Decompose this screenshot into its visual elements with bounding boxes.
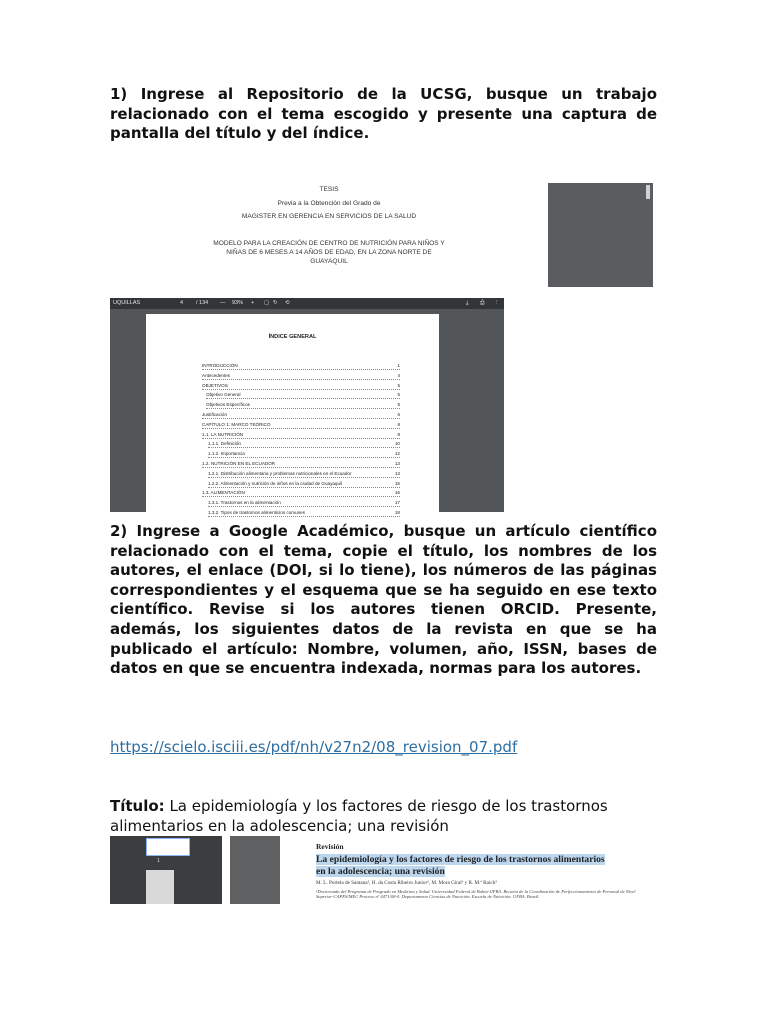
thumbnail-page-1[interactable] xyxy=(146,838,190,856)
fit-page-icon[interactable]: ▢ xyxy=(264,300,270,306)
index-row-label: OBJETIVOS xyxy=(202,382,228,388)
index-row-label: 1.3. ALIMENTACIÓN xyxy=(202,490,245,496)
cover-line-title-2: NIÑAS DE 6 MESES A 14 AÑOS DE EDAD, EN LA ZONA NORTE DE xyxy=(226,249,432,256)
question-2-text: 2) Ingrese a Google Académico, busque un artículo científico relacionado con el tema, copie el título, los nombres de los autores, el enlace (DOI, si lo tiene), los números de las páginas correspondientes y el esquema que se ha seguido en ese texto científico. Revise si los autores tienen ORCID. Presente, además, los siguientes datos de la revista en que se ha publicado el artículo: Nombre, volumen, año, ISSN, bases de datos en que se encuentra indexada, normas para los autores. xyxy=(110,522,657,678)
title-text: La epidemiología y los factores de riesgo de los trastornos alimentarios en la adolescencia; una revisión xyxy=(110,797,608,835)
question-1-text: 1) Ingrese al Repositorio de la UCSG, busque un trabajo relacionado con el tema escogido y presente una captura de pantalla del título y del índice. xyxy=(110,85,657,143)
index-row[interactable] xyxy=(202,489,400,497)
thumbnail-page-2[interactable] xyxy=(146,870,174,904)
index-row-label: Objetivos Específicos xyxy=(206,402,250,408)
article-title-line-2: en la adolescencia; una revisión xyxy=(316,866,445,877)
zoom-in-icon[interactable]: + xyxy=(251,300,255,306)
index-row-page: 16 xyxy=(394,490,400,496)
index-row-page: 8 xyxy=(397,431,400,437)
document-name: UQUILLAS xyxy=(113,300,141,306)
article-page xyxy=(312,836,655,904)
index-title: ÍNDICE GENERAL xyxy=(268,334,317,340)
article-title-line xyxy=(110,796,670,836)
index-row[interactable] xyxy=(206,391,400,399)
index-row-label: Justificación xyxy=(202,412,228,417)
title-label: Título: xyxy=(110,797,165,815)
index-row-label: Antecedentes xyxy=(202,372,231,378)
index-row[interactable] xyxy=(208,499,400,507)
page-number-field[interactable]: 4 xyxy=(180,300,184,306)
pdf-viewer-screenshot xyxy=(110,298,504,515)
index-row[interactable] xyxy=(208,470,400,478)
index-row-label: CAPÍTULO 1: MARCO TEÓRICO xyxy=(202,421,271,427)
article-affiliation: ¹Doctoranda del Programa de Posgrado en Medicina y Salud. Universidad Federal de Bahía-UFBA. Becaria de la Coordinación de Perfeccionamiento de Personal de Nivel Superior-CAPES/MEC Proceso nº 4471/08-0. Departamento Ciencias de Nutrición. Escuela de Nutrición. UFBA. Brasil. xyxy=(316,889,636,900)
index-row-page: 1 xyxy=(397,363,400,368)
gap xyxy=(222,836,230,904)
pdf-toolbar xyxy=(110,298,504,309)
thesis-cover-screenshot xyxy=(110,183,653,287)
more-options-icon[interactable]: ⋮ xyxy=(494,300,500,306)
cover-line-tesis: TESIS xyxy=(319,186,339,193)
index-row-page: 10 xyxy=(394,441,400,447)
thesis-cover-page xyxy=(110,183,548,287)
index-row[interactable] xyxy=(206,401,400,409)
index-row[interactable] xyxy=(202,372,400,380)
index-row-label: 1.2.2. Alimentación y nutrición de niños en la ciudad de Guayaquil xyxy=(208,480,343,486)
index-row-label: Objetivo General xyxy=(206,392,241,398)
index-row-label: 1.1.2. Importancia xyxy=(208,451,245,457)
cover-line-grado: Previa a la Obtención del Grado de xyxy=(277,200,381,207)
index-row-label: 1.3.2. Tipos de trastornos alimenticios comunes xyxy=(208,510,306,515)
thumbnail-page-number: 1 xyxy=(157,858,160,864)
index-row-label: 1.2.1. Distribución alimentaria y problemas nutricionales en el Ecuador xyxy=(208,470,352,476)
index-row[interactable] xyxy=(202,362,400,370)
index-row[interactable] xyxy=(202,411,400,419)
scrollbar[interactable] xyxy=(646,185,650,199)
index-row-page: 15 xyxy=(394,480,400,486)
index-page xyxy=(146,314,439,514)
print-icon[interactable]: ⎙ xyxy=(480,300,485,306)
index-row-page: 13 xyxy=(394,470,400,476)
index-row-page: 13 xyxy=(394,461,400,466)
index-row[interactable] xyxy=(202,431,400,439)
index-row-page: 18 xyxy=(394,510,400,515)
cover-line-magister: MAGISTER EN GERENCIA EN SERVICIOS DE LA SALUD xyxy=(241,213,417,220)
index-row[interactable] xyxy=(202,460,400,468)
rotate-icon[interactable]: ↻ xyxy=(273,300,278,306)
gap xyxy=(280,836,312,904)
viewer-background xyxy=(230,836,280,904)
index-row[interactable] xyxy=(208,509,400,517)
total-pages: / 134 xyxy=(196,300,209,306)
download-icon[interactable]: ⤓ xyxy=(466,300,469,306)
article-title-line-1: La epidemiología y los factores de riesgo de los trastornos alimentarios xyxy=(316,854,605,865)
article-screenshot xyxy=(110,836,655,904)
index-row-label: 1.1.1. Definición xyxy=(208,441,241,447)
zoom-out-icon[interactable]: — xyxy=(220,300,226,306)
index-row-page: 5 xyxy=(397,402,400,408)
article-authors: M. L. Portela de Santana¹, H. da Costa Ribeiro Junior², M. Mora Giral³ y R. M.ª Raich³ xyxy=(316,880,497,886)
viewer-side-panel xyxy=(548,183,653,287)
index-row[interactable] xyxy=(208,440,400,448)
article-link[interactable]: https://scielo.isciii.es/pdf/nh/v27n2/08_revision_07.pdf xyxy=(110,738,518,756)
thumbnail-panel xyxy=(110,836,222,904)
index-row[interactable] xyxy=(202,382,400,390)
index-row-label: 1.3.1. Trastornos en la alimentación xyxy=(208,500,281,506)
index-row-page: 17 xyxy=(394,500,400,506)
article-section: Revisión xyxy=(316,842,344,851)
index-row-label: 1.1. LA NUTRICIÓN xyxy=(202,431,244,437)
index-row-page: 4 xyxy=(397,372,400,378)
index-row-page: 5 xyxy=(397,382,400,388)
index-row-page: 8 xyxy=(397,421,400,427)
index-row-page: 6 xyxy=(397,412,400,417)
zoom-level[interactable]: 93% xyxy=(232,300,244,306)
index-row-page: 12 xyxy=(394,451,400,457)
cover-line-title-1: MODELO PARA LA CREACIÓN DE CENTRO DE NUTRICIÓN PARA NIÑOS Y xyxy=(213,240,445,247)
index-row-page: 5 xyxy=(397,392,400,398)
index-row-label: INTRODUCCIÓN xyxy=(202,363,238,368)
index-row[interactable] xyxy=(208,450,400,458)
history-icon[interactable]: ⟲ xyxy=(285,300,290,306)
index-row[interactable] xyxy=(202,421,400,429)
cover-line-title-3: GUAYAQUIL xyxy=(310,258,348,265)
index-row[interactable] xyxy=(208,480,400,488)
index-row-label: 1.2. NUTRICIÓN EN EL ECUADOR xyxy=(202,461,276,466)
